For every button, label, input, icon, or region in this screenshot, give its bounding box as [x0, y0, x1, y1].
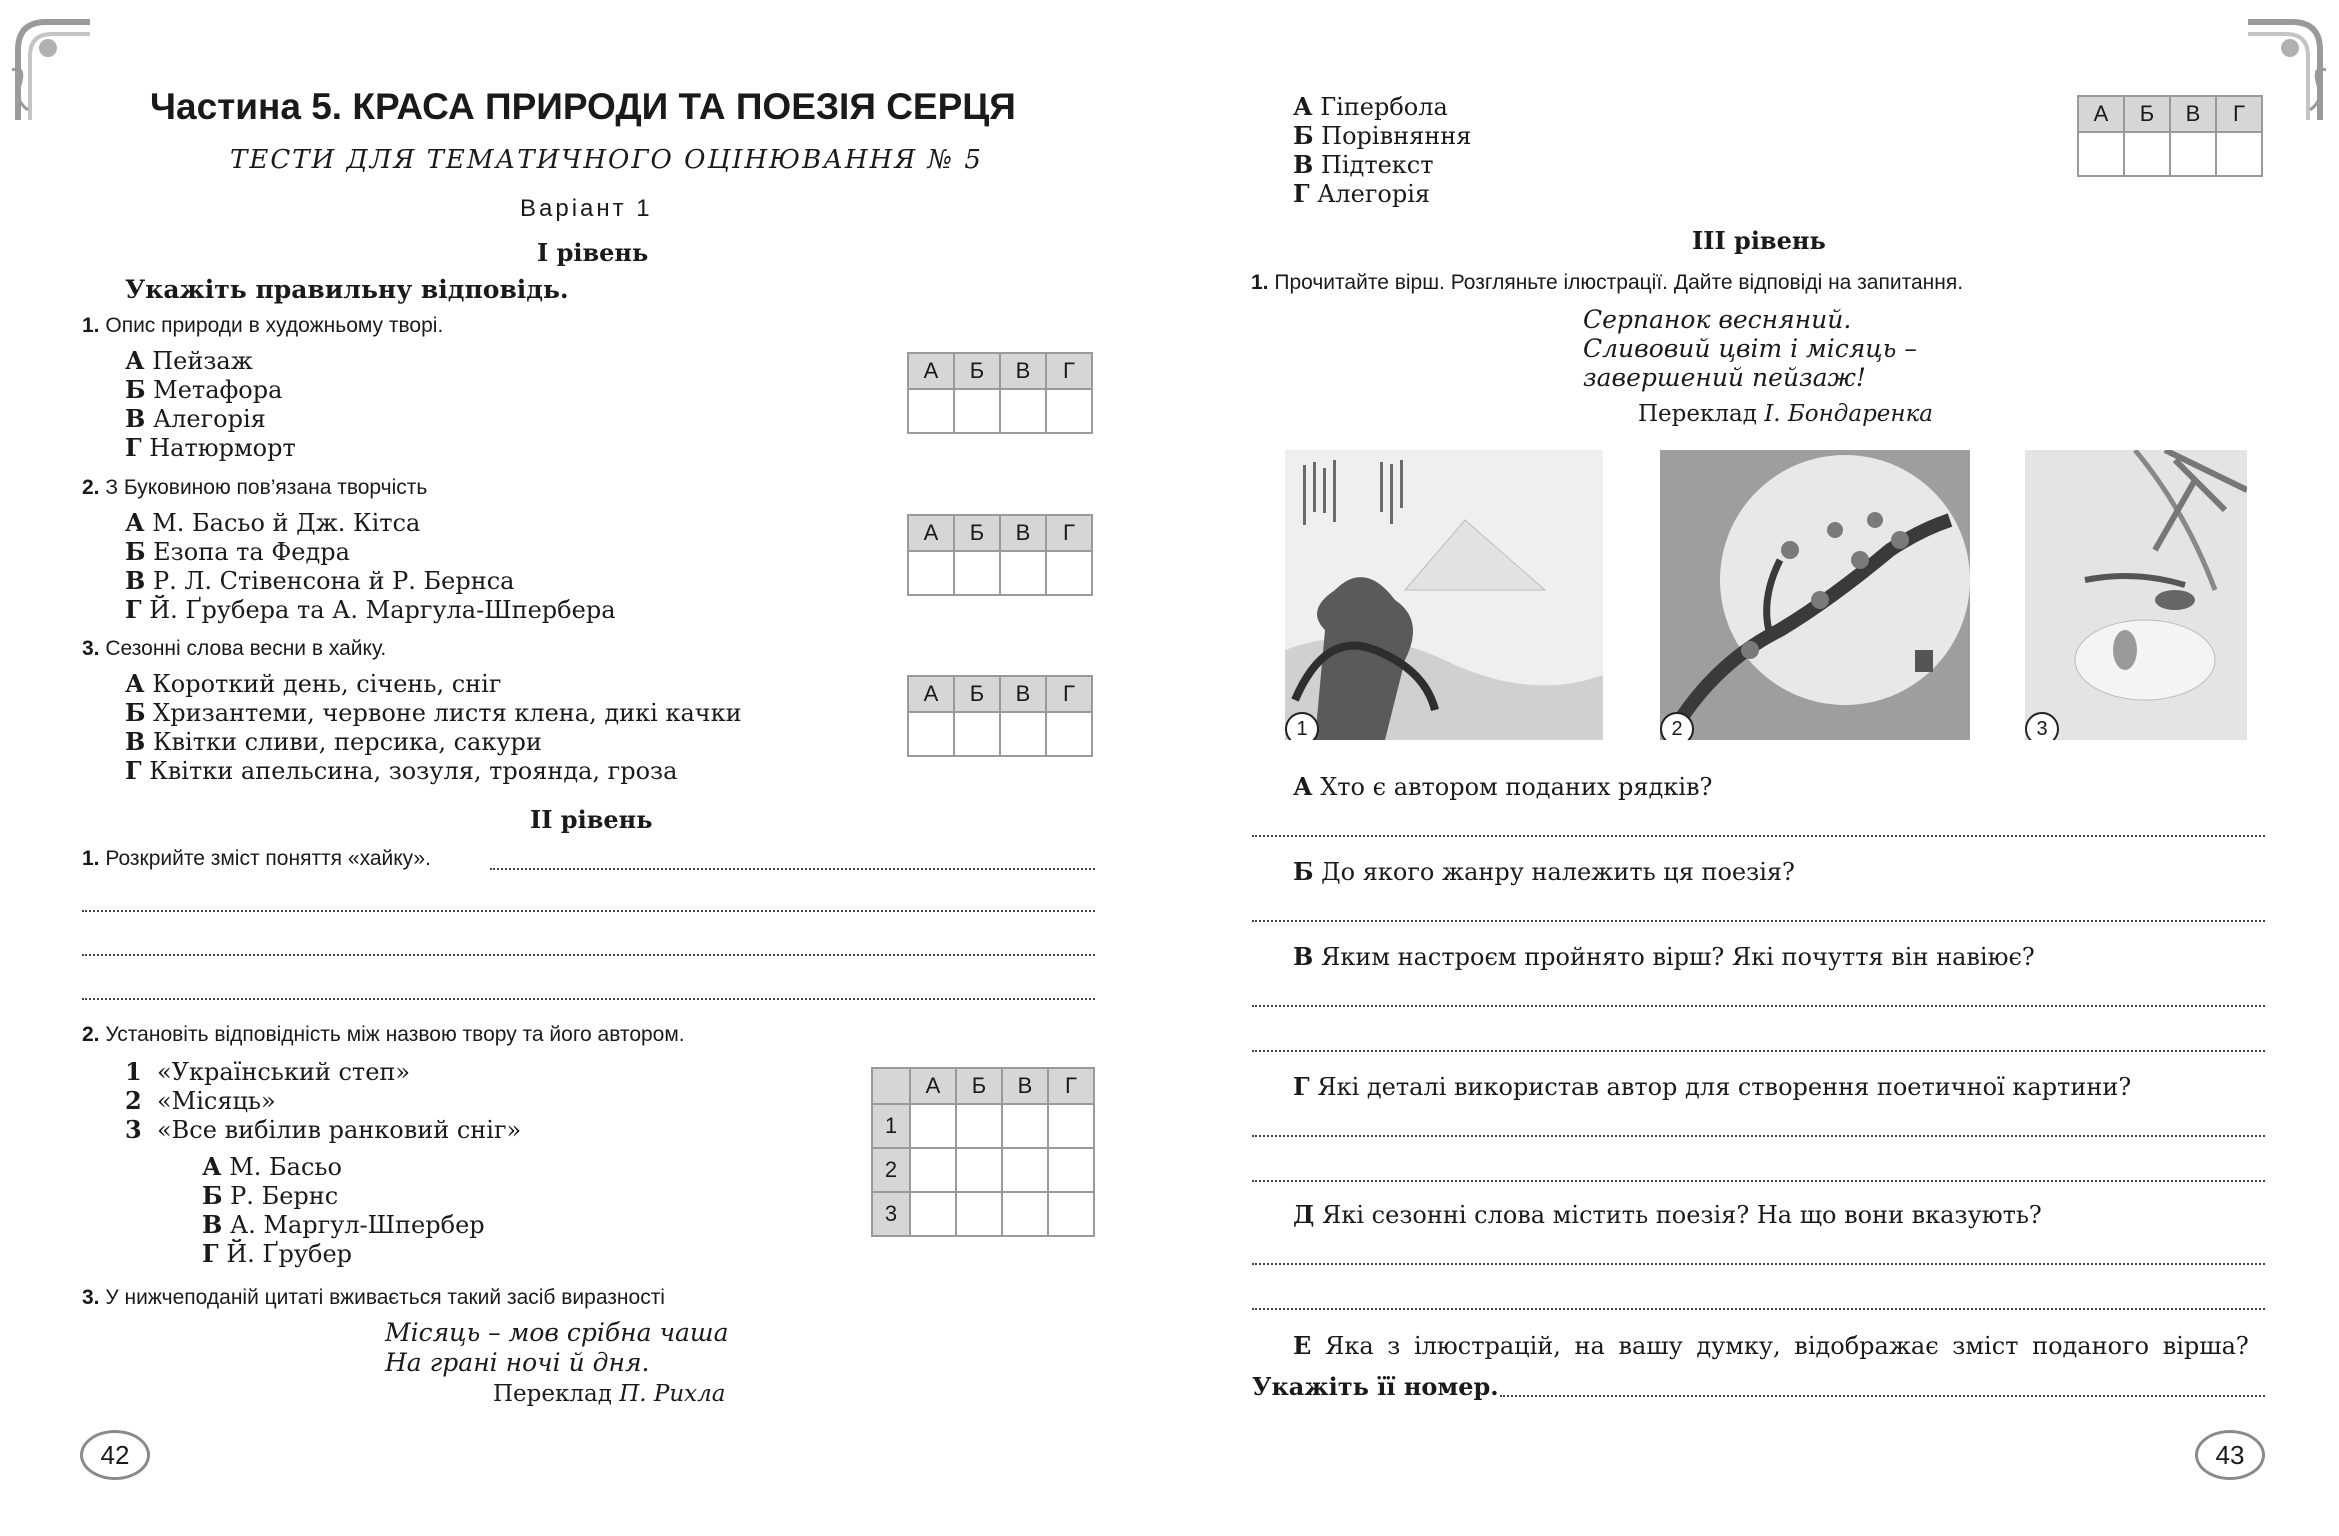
author-c: В А. Маргул-Шпербер: [202, 1210, 485, 1239]
question-d: Г Які деталі використав автор для створення поетичної картини?: [1293, 1072, 2132, 1101]
author-a: А М. Басьо: [202, 1152, 342, 1181]
poem-line-3: завершений пейзаж!: [1583, 363, 1866, 392]
level2-question-1: 1. Розкрийте зміст поняття «хайку».: [82, 847, 431, 870]
test-subtitle: ТЕСТИ ДЛЯ ТЕМАТИЧНОГО ОЦІНЮВАННЯ № 5: [230, 145, 983, 175]
illustration-number: 1: [1285, 712, 1319, 740]
answer-cell[interactable]: [1046, 389, 1092, 433]
answer-line[interactable]: [1500, 1395, 2265, 1397]
instruction: Укажіть правильну відповідь.: [125, 275, 569, 304]
page-number-right: 43: [2195, 1430, 2265, 1480]
level-3-heading: ІІІ рівень: [1692, 226, 1826, 255]
question-c: В Яким настроєм пройнято вірш? Які почуття він навіює?: [1293, 942, 2035, 971]
corner-ornament-left-icon: [8, 10, 98, 130]
answer-cell[interactable]: [910, 1192, 956, 1236]
answer-line[interactable]: [1252, 1263, 2265, 1265]
answer-line[interactable]: [1252, 1005, 2265, 1007]
plum-blossom-moon-picture-icon: [1660, 450, 1970, 740]
answer-cell[interactable]: [954, 551, 1000, 595]
answer-cell[interactable]: [1046, 551, 1092, 595]
q1-answer-grid: А Б В Г: [907, 352, 1093, 434]
left-page: [0, 0, 1169, 1536]
level2-question-2: 2. Установіть відповідність між назвою твору та його автором.: [82, 1023, 685, 1046]
cont-option-b: Б Порівняння: [1293, 121, 1472, 150]
answer-cell[interactable]: [2124, 132, 2170, 176]
answer-cell[interactable]: [2216, 132, 2262, 176]
question-b: Б До якого жанру належить ця поезія?: [1293, 857, 1795, 886]
answer-cell[interactable]: [956, 1148, 1002, 1192]
answer-cell[interactable]: [908, 389, 954, 433]
q1-option-b: Б Метафора: [125, 375, 283, 404]
illustration-number: 2: [1660, 712, 1694, 740]
answer-cell[interactable]: [1000, 712, 1046, 756]
level2-question-3: 3. У нижчеподаній цитаті вживається такий засіб виразності: [82, 1286, 665, 1309]
answer-cell[interactable]: [1046, 712, 1092, 756]
question-2: 2. З Буковиною пов’язана творчість: [82, 476, 428, 499]
question-1: 1. Опис природи в художньому творі.: [82, 314, 444, 337]
bamboo-frog-picture-icon: [2025, 450, 2247, 740]
right-page: [1170, 0, 2339, 1536]
cont-answer-grid: А Б В Г: [2077, 95, 2263, 177]
work-3: 3 «Все вибілив ранковий сніг»: [125, 1115, 522, 1144]
answer-cell[interactable]: [1048, 1104, 1094, 1148]
answer-cell[interactable]: [910, 1104, 956, 1148]
q3-option-c: В Квітки сливи, персика, сакури: [125, 727, 542, 756]
level-2-heading: ІІ рівень: [530, 805, 653, 834]
question-f-continuation: Укажіть її номер.: [1252, 1372, 1499, 1401]
answer-cell[interactable]: [2078, 132, 2124, 176]
quote-line-2: На грані ночі й дня.: [385, 1348, 650, 1377]
illustration-number: 3: [2025, 712, 2059, 740]
part-title: Частина 5. КРАСА ПРИРОДИ ТА ПОЕЗІЯ СЕРЦЯ: [150, 86, 1016, 127]
poem-line-1: Серпанок весняний.: [1583, 305, 1852, 334]
answer-cell[interactable]: [1002, 1148, 1048, 1192]
answer-cell[interactable]: [908, 712, 954, 756]
answer-cell[interactable]: [1000, 389, 1046, 433]
answer-cell[interactable]: [908, 551, 954, 595]
level-1-heading: І рівень: [537, 238, 649, 267]
matching-answer-grid: А Б В Г 1 2 3: [871, 1067, 1095, 1237]
question-a: А Хто є автором поданих рядків?: [1293, 772, 1713, 801]
answer-cell[interactable]: [1000, 551, 1046, 595]
answer-line[interactable]: [82, 954, 1095, 956]
q2-option-b: Б Езопа та Федра: [125, 537, 350, 566]
illustration-3: [2025, 450, 2247, 740]
poem-translation: Переклад І. Бондаренка: [1638, 401, 1934, 427]
answer-line[interactable]: [1252, 1308, 2265, 1310]
answer-line[interactable]: [1252, 1050, 2265, 1052]
answer-cell[interactable]: [2170, 132, 2216, 176]
q2-option-d: Г Й. Ґрубера та А. Маргула-Шпербера: [125, 595, 616, 624]
answer-cell[interactable]: [956, 1104, 1002, 1148]
answer-cell[interactable]: [954, 712, 1000, 756]
cont-option-a: А Гіпербола: [1293, 92, 1448, 121]
q1-option-a: А Пейзаж: [125, 346, 253, 375]
question-f: Е Яка з ілюстрацій, на вашу думку, відображає зміст поданого вірша?: [1293, 1331, 2249, 1360]
answer-cell[interactable]: [910, 1148, 956, 1192]
answer-cell[interactable]: [956, 1192, 1002, 1236]
poem-line-2: Сливовий цвіт і місяць –: [1583, 334, 1917, 363]
question-3: 3. Сезонні слова весни в хайку.: [82, 637, 387, 660]
quote-translation: Переклад П. Рихла: [493, 1381, 726, 1407]
q2-answer-grid: А Б В Г: [907, 514, 1093, 596]
answer-cell[interactable]: [1002, 1104, 1048, 1148]
answer-line[interactable]: [1252, 835, 2265, 837]
illustration-1: [1285, 450, 1603, 740]
q1-option-d: Г Натюрморт: [125, 433, 296, 462]
answer-line[interactable]: [82, 910, 1095, 912]
work-2: 2 «Місяць»: [125, 1086, 276, 1115]
answer-cell[interactable]: [1048, 1192, 1094, 1236]
landscape-picture-icon: [1285, 450, 1603, 740]
work-1: 1 «Український степ»: [125, 1057, 411, 1086]
page-number-left: 42: [80, 1430, 150, 1480]
answer-line[interactable]: [1252, 1180, 2265, 1182]
variant-label: Варіант 1: [520, 195, 653, 222]
q3-option-b: Б Хризантеми, червоне листя клена, дикі качки: [125, 698, 742, 727]
illustration-2: [1660, 450, 1970, 740]
author-b: Б Р. Бернс: [202, 1181, 339, 1210]
question-e: Д Які сезонні слова містить поезія? На що вони вказують?: [1293, 1200, 2042, 1229]
answer-cell[interactable]: [1048, 1148, 1094, 1192]
answer-line[interactable]: [1252, 1135, 2265, 1137]
answer-line[interactable]: [1252, 920, 2265, 922]
cont-option-d: Г Алегорія: [1293, 179, 1431, 208]
q2-option-a: А М. Басьо й Дж. Кітса: [125, 508, 421, 537]
author-d: Г Й. Ґрубер: [202, 1239, 353, 1268]
answer-cell[interactable]: [1002, 1192, 1048, 1236]
answer-cell[interactable]: [954, 389, 1000, 433]
q3-option-d: Г Квітки апельсина, зозуля, троянда, гроза: [125, 756, 678, 785]
q1-option-c: В Алегорія: [125, 404, 266, 433]
quote-line-1: Місяць – мов срібна чаша: [385, 1318, 729, 1347]
cont-option-c: В Підтекст: [1293, 150, 1434, 179]
q2-option-c: В Р. Л. Стівенсона й Р. Бернса: [125, 566, 515, 595]
answer-line[interactable]: [82, 998, 1095, 1000]
level3-question-1: 1. Прочитайте вірш. Розгляньте ілюстрації. Дайте відповіді на запитання.: [1251, 271, 1964, 294]
q3-answer-grid: А Б В Г: [907, 675, 1093, 757]
answer-line[interactable]: [490, 868, 1095, 870]
q3-option-a: А Короткий день, січень, сніг: [125, 669, 502, 698]
